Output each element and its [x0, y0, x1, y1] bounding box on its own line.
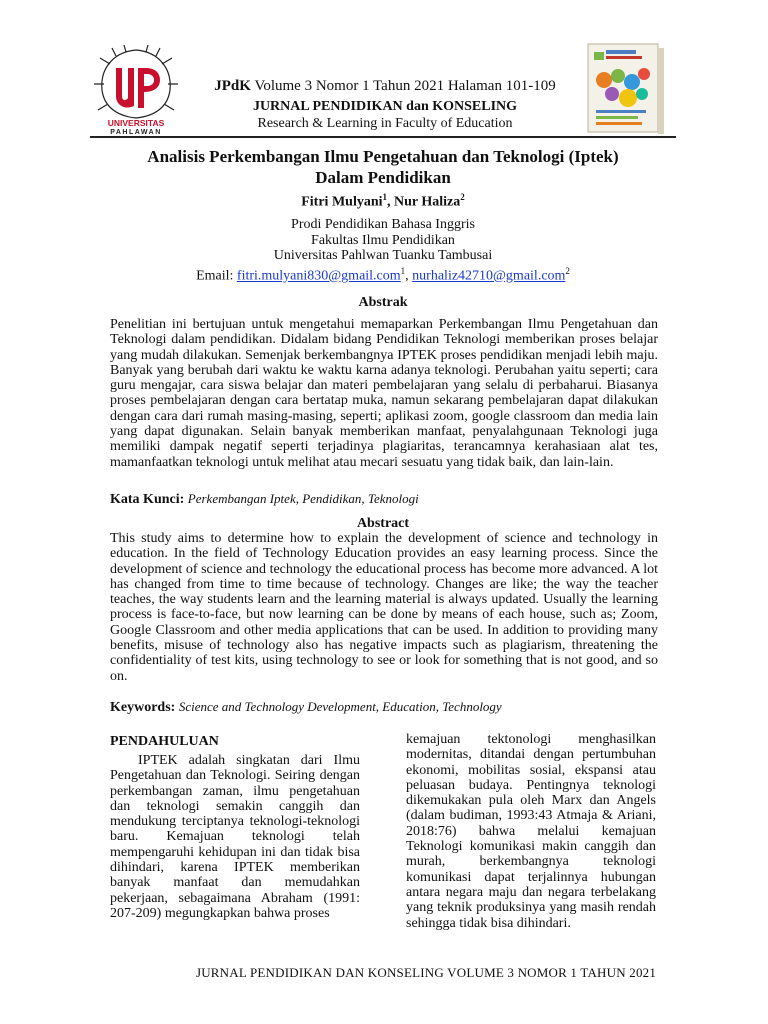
journal-cover-image	[582, 40, 666, 136]
intro-right-column: kemajuan tektonologi menghasilkan modernitas, ditandai dengan pertumbuhan ekonomi, mobilitas sosial, ekspansi atau peluasan budaya. Pentingnya teknologi dikemukakan pula oleh Marx dan Angels (dalam budiman, 1993:43 Atmaja & Ariani, 2018:76) bahwa melalui kemajuan Teknologi komunikasi makin canggih dan murah, berkembangnya teknologi komunikasi dapat terjalinnya hubungan antara negara maju dan negara terbelakang yang teknik produksinya yang masih rendah sehingga tidak bisa dihindari.	[406, 732, 656, 931]
email-1-sup: 1	[400, 266, 406, 276]
header-divider	[90, 136, 676, 138]
email-label: Email:	[196, 268, 237, 284]
author-1: Fitri Mulyani	[301, 194, 383, 210]
journal-issue: Volume 3 Nomor 1 Tahun 2021 Halaman 101-109	[254, 78, 556, 94]
affiliation-faculty: Fakultas Ilmu Pendidikan	[311, 233, 455, 248]
author-2: Nur Haliza	[394, 194, 461, 210]
email-link-1[interactable]: fitri.mulyani830@gmail.com	[236, 268, 401, 284]
page-footer: JURNAL PENDIDIKAN DAN KONSELING VOLUME 3 NOMOR 1 TAHUN 2021	[195, 965, 657, 980]
email-2-sup: 2	[565, 266, 570, 276]
journal-name: JURNAL PENDIDIKAN dan KONSELING	[252, 99, 518, 114]
affiliation-university: Universitas Pahlwan Tuanku Tambusai	[273, 248, 493, 263]
email-separator: ,	[405, 268, 413, 284]
paper-title	[100, 146, 666, 188]
affiliation-program: Prodi Pendidikan Bahasa Inggris	[291, 217, 475, 232]
title-line-1: Analisis Perkembangan Ilmu Pengetahuan dan Teknologi (Iptek)	[147, 147, 619, 166]
abstrak-body: Penelitian ini bertujuan untuk mengetahui memaparkan Perkembangan Ilmu Pengetahuan dan Teknologi dalam pendidikan. Didalam bidang Pendidikan Teknologi memberikan proses belajar yang mudah dilakukan. Semenjak berkembangnya IPTEK proses pendidikan menjadi lebih maju. Banyak yang berubah dari waktu ke waktu karna adanya teknologi. Perubahan yaitu seperti; cara guru mengajar, cara siswa belajar dan materi pembelajaran yang selalu di perbaharui. Biasanya proses pembelajaran dengan cara bertatap muka, namun sekarang pembelajaran dapat dilakukan dengan cara dari rumah masing-masing, seperti; aplikasi zoom, google classroom dan media lain yang dapat digunakan. Selain banyak memberikan manfaat, penyalahgunaan Teknologi juga memiliki dampak negatif seperti terjadinya plagiaritas, terancamnya kerahasiaan alat tes, mamanfaatkan teknologi untuk melihat atau mecari sesuatu yang tidak baik, dan lain-lain.	[110, 317, 658, 470]
journal-abbr: JPdK	[214, 78, 251, 94]
logo-text-top: UNIVERSITAS	[107, 118, 165, 128]
university-logo	[92, 44, 180, 136]
keywords-label: Keywords:	[110, 700, 176, 715]
abstract-heading: Abstract	[356, 516, 410, 531]
abstract-body: This study aims to determine how to explain the development of science and technology in education. In the field of Technology Education provides an easy learning process. Since the development of science and technology the educational process has become more advanced. A lot has changed from time to time because of technology. Changes are like; the way the teacher teaches, the way students learn and the learning material is always updated. Usually the learning process is face-to-face, but now learning can be done by means of each house, such as; Zoom, Google Classroom and other media applications that can be used. In addition to providing many benefits, misuse of technology also has negative impacts such as plagiarism, threatening the confidentiality of test kits, using technology to see or look for something that is not good, and so on.	[110, 531, 658, 684]
kata-kunci-values: Perkembangan Iptek, Pendidikan, Teknologi	[187, 491, 419, 506]
email-link-2[interactable]: nurhaliz42710@gmail.com	[412, 268, 566, 284]
journal-tagline: Research & Learning in Faculty of Education	[257, 116, 513, 131]
kata-kunci-label: Kata Kunci:	[110, 492, 185, 507]
author-separator: ,	[387, 194, 395, 210]
pendahuluan-heading: PENDAHULUAN	[110, 734, 219, 749]
author-1-sup: 1	[382, 192, 388, 202]
logo-text-bottom: PAHLAWAN	[110, 129, 162, 136]
title-line-2: Dalam Pendidikan	[315, 168, 451, 187]
keywords	[110, 699, 658, 716]
author-list	[100, 192, 666, 211]
abstrak-heading: Abstrak	[358, 295, 408, 310]
intro-left-column: IPTEK adalah singkatan dari Ilmu Pengetahuan dan Teknologi. Seiring dengan perkembangan zaman, ilmu pengetahuan dan teknologi semakin canggih dan mendukung terciptanya teknologi-teknologi baru. Kemajuan teknologi telah mempengaruhi kehidupan ini dan tidak bisa dihindari, karena IPTEK memberikan banyak manfaat dan memudahkan pekerjaan, sebagaimana Abraham (1991: 207-209) megungkapkan bahwa proses	[110, 753, 360, 921]
keywords-values: Science and Technology Development, Education, Technology	[178, 699, 502, 714]
kata-kunci	[110, 491, 658, 508]
author-2-sup: 2	[460, 192, 465, 202]
email-line	[100, 263, 666, 285]
journal-issue-line	[200, 78, 570, 95]
